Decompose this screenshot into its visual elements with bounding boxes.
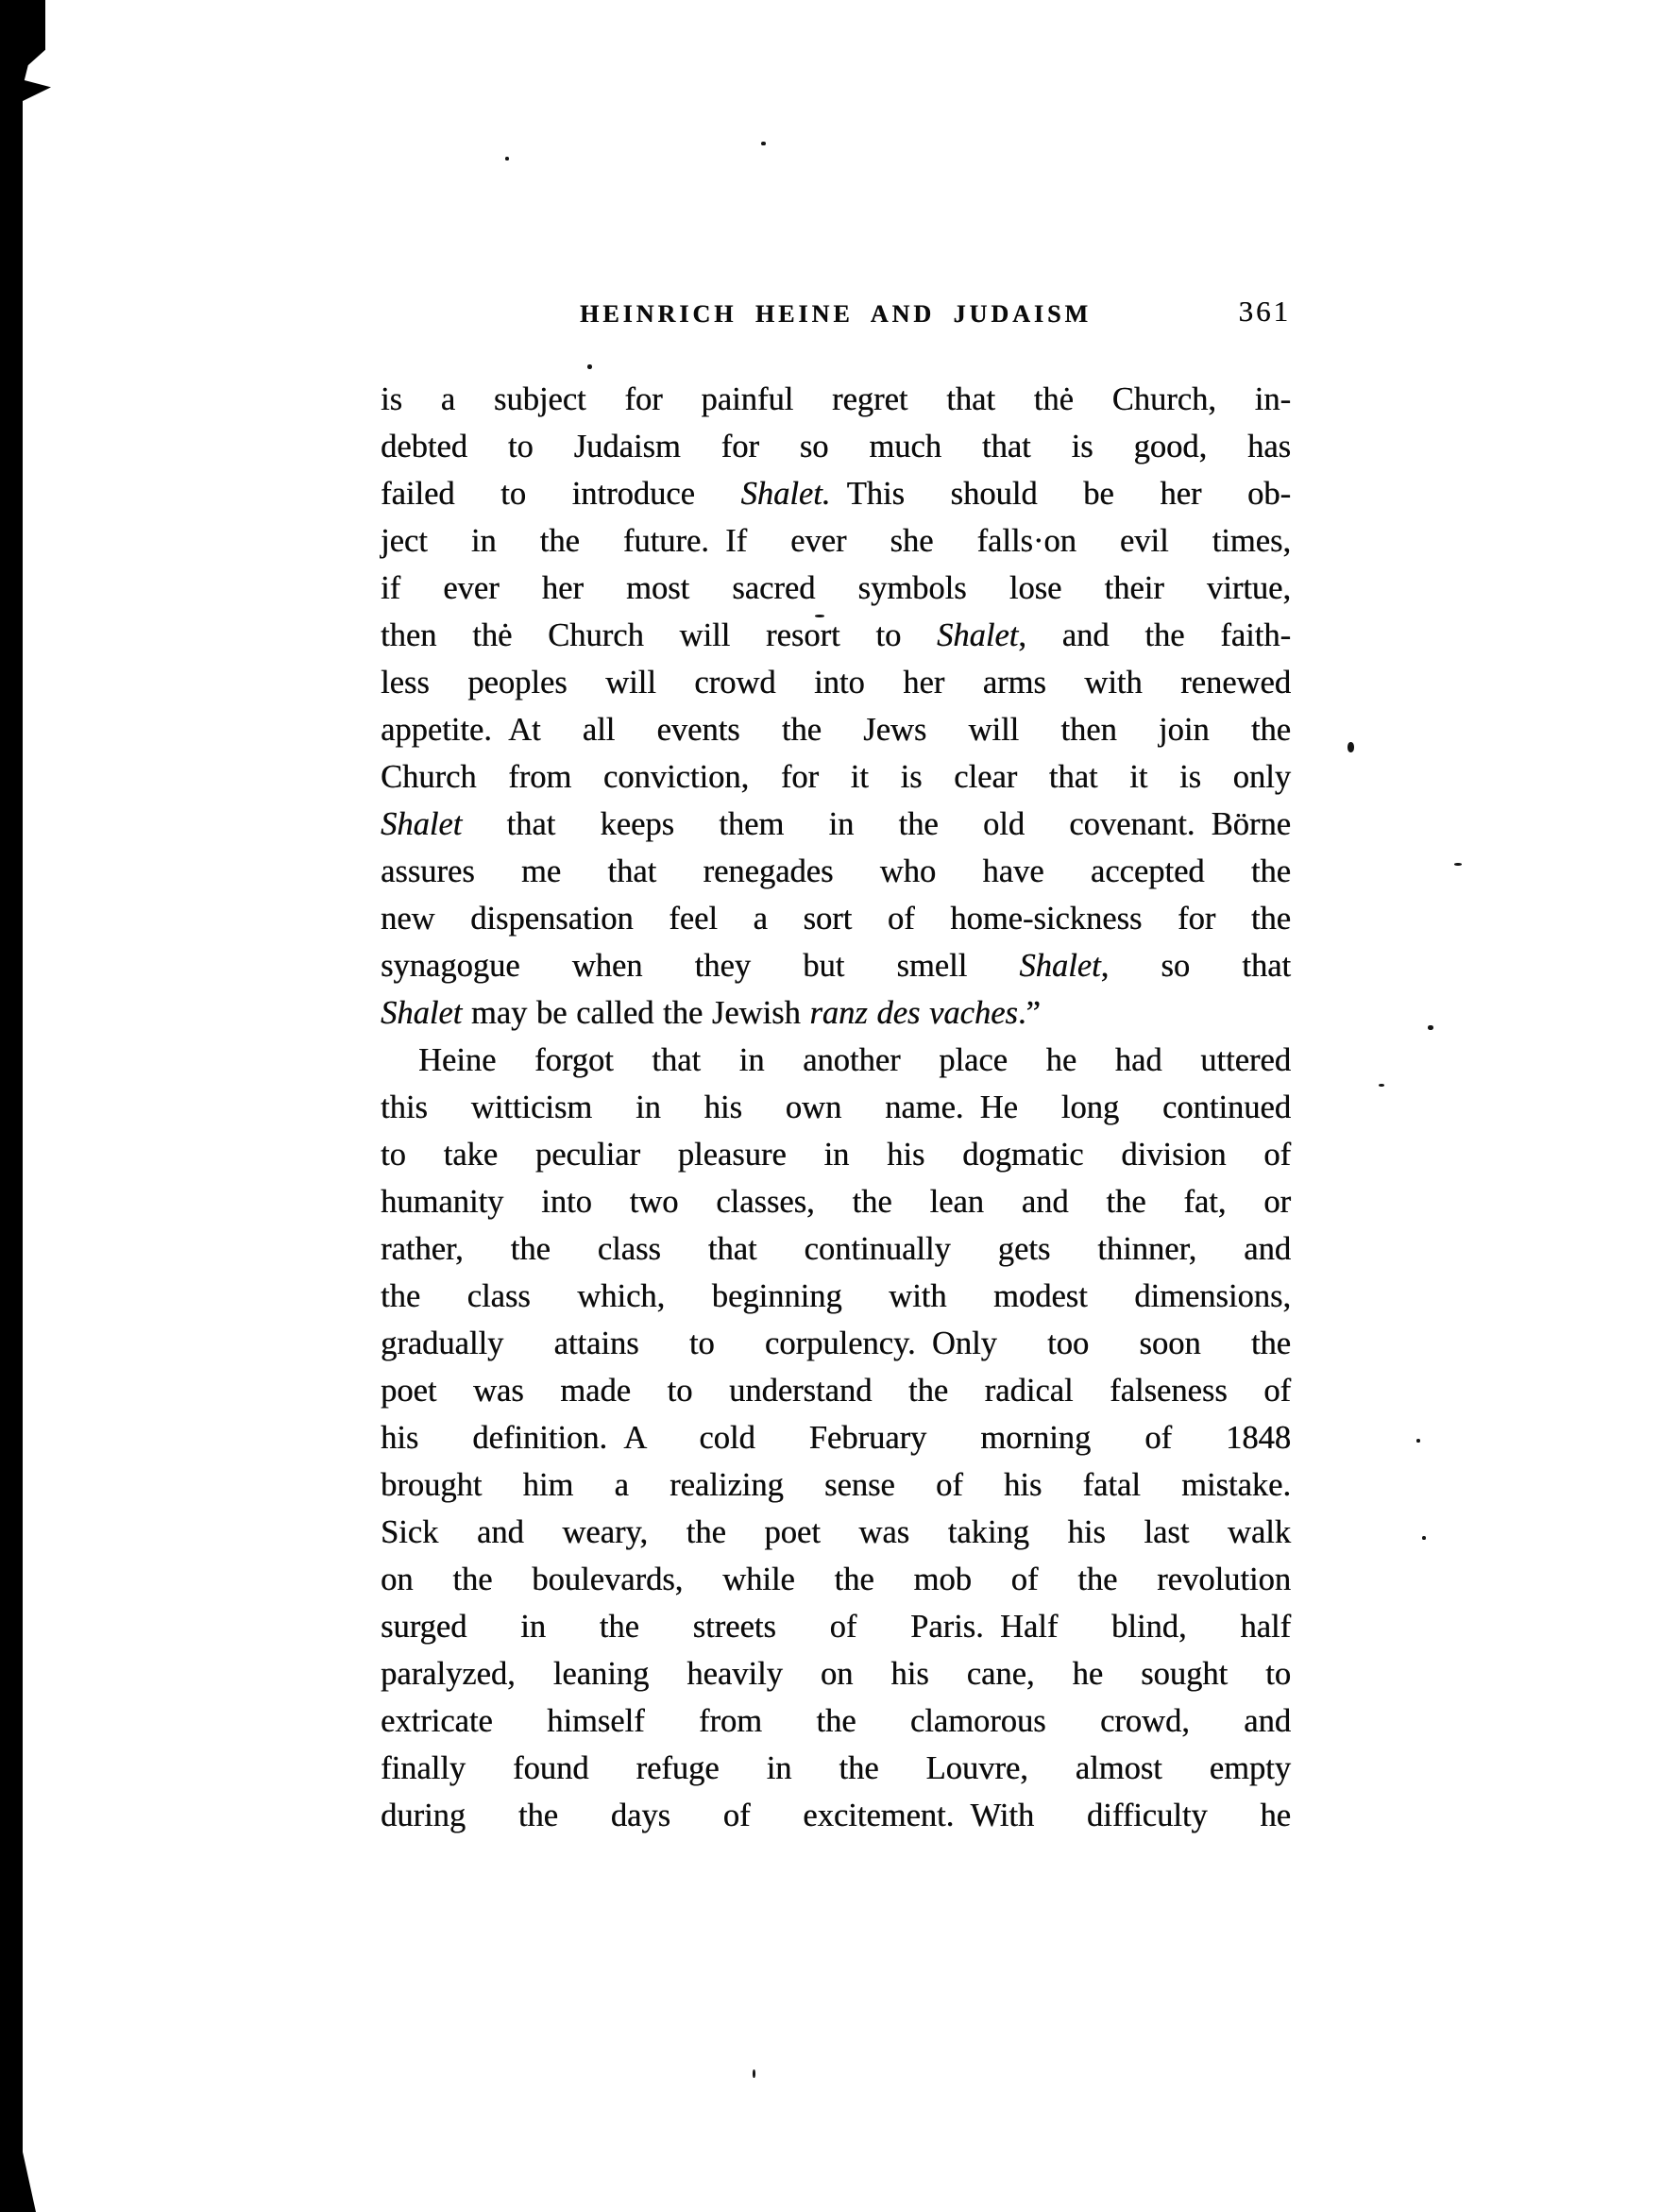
text-line <box>381 1509 1291 1556</box>
italic-text-segment: Shalet <box>1019 948 1101 984</box>
italic-text-segment: Shalet. <box>740 476 831 512</box>
text-line <box>381 376 1291 423</box>
text-line <box>381 1367 1291 1414</box>
text-segment: this witticism in his own name. He long continued <box>381 1089 1291 1125</box>
text-line <box>381 1178 1291 1225</box>
text-line <box>381 517 1291 565</box>
text-line <box>381 1414 1291 1461</box>
text-segment: to take peculiar pleasure in his dogmatic division of <box>381 1137 1291 1173</box>
text-line <box>381 470 1291 517</box>
scan-speck <box>753 2069 755 2078</box>
text-line <box>381 565 1291 612</box>
text-line <box>381 612 1291 659</box>
text-segment: on the boulevards, while the mob of the revolution <box>381 1562 1291 1597</box>
text-segment: This should be her ob- <box>830 476 1292 512</box>
scan-speck <box>1422 1536 1426 1540</box>
text-line <box>381 1273 1291 1320</box>
text-line <box>381 1603 1291 1650</box>
text-line <box>381 1131 1291 1178</box>
text-segment: failed to introduce <box>381 476 741 512</box>
text-line <box>381 1461 1291 1509</box>
text-line <box>381 1320 1291 1367</box>
text-segment: humanity into two classes, the lean and the fat, or <box>381 1184 1291 1220</box>
text-line <box>381 659 1291 706</box>
scan-speck <box>1428 1025 1433 1030</box>
running-head <box>381 295 1291 338</box>
italic-text-segment: Shalet <box>381 806 463 842</box>
text-segment: Heine forgot that in another place he had uttered <box>418 1042 1291 1078</box>
text-segment: is a subject for painful regret that thė Church, in- <box>381 381 1291 417</box>
text-segment: surged in the streets of Paris. Half blind, half <box>381 1609 1291 1645</box>
text-segment: appetite. At all events the Jews will then join the <box>381 712 1291 748</box>
scan-speck <box>587 364 592 369</box>
text-line <box>381 706 1291 753</box>
text-line <box>381 1084 1291 1131</box>
text-segment: his definition. A cold February morning of 1848 <box>381 1420 1291 1456</box>
text-segment: rather, the class that continually gets thinner, and <box>381 1231 1291 1267</box>
chapter-title: HEINRICH HEINE AND JUDAISM <box>580 300 1092 328</box>
text-segment: less peoples will crowd into her arms with renewed <box>381 665 1291 701</box>
text-segment: , and the faith- <box>1018 617 1291 653</box>
scan-edge-artifact-spike <box>21 79 51 102</box>
scan-speck <box>505 157 509 160</box>
text-segment: during the days of excitement. With difficulty he <box>381 1798 1291 1833</box>
scan-speck <box>1347 742 1354 752</box>
italic-text-segment: ranz des vaches <box>809 995 1018 1031</box>
text-segment: poet was made to understand the radical falseness of <box>381 1373 1291 1409</box>
text-line <box>381 1697 1291 1745</box>
text-segment: new dispensation feel a sort of home-sickness for the <box>381 901 1291 937</box>
text-segment: gradually attains to corpulency. Only too soon the <box>381 1326 1291 1361</box>
text-segment: may be called the Jewish <box>462 995 810 1031</box>
text-segment: Sick and weary, the poet was taking his last walk <box>381 1514 1291 1550</box>
text-line <box>381 1792 1291 1839</box>
text-line <box>381 801 1291 848</box>
text-segment: ject in the future. If ever she falls·on evil times, <box>381 523 1291 559</box>
scan-edge-artifact-top <box>0 0 45 91</box>
text-segment: the class which, beginning with modest dimensions, <box>381 1278 1291 1314</box>
text-segment: , so that <box>1100 948 1291 984</box>
text-line <box>381 1745 1291 1792</box>
text-segment: if ever her most sacred symbols lose their virtue, <box>381 570 1291 606</box>
italic-text-segment: Shalet <box>381 995 463 1031</box>
page-number: 361 <box>1238 295 1291 328</box>
text-line <box>381 848 1291 895</box>
text-line <box>381 1556 1291 1603</box>
text-segment: extricate himself from the clamorous crowd, and <box>381 1703 1291 1739</box>
text-line <box>381 1037 1291 1084</box>
scan-speck <box>1416 1439 1420 1443</box>
text-segment: debted to Judaism for so much that is good, has <box>381 429 1291 464</box>
text-segment: paralyzed, leaning heavily on his cane, he sought to <box>381 1656 1291 1692</box>
text-line <box>381 942 1291 989</box>
scan-edge-artifact-left <box>0 0 23 2212</box>
text-segment: .” <box>1017 995 1041 1031</box>
scan-speck <box>815 615 824 617</box>
text-segment: finally found refuge in the Louvre, almost empty <box>381 1750 1291 1786</box>
text-segment: brought him a realizing sense of his fatal mistake. <box>381 1467 1291 1503</box>
text-line <box>381 423 1291 470</box>
text-line <box>381 1225 1291 1273</box>
italic-text-segment: Shalet <box>937 617 1019 653</box>
body-text <box>381 376 1291 1839</box>
text-segment: that keeps them in the old covenant. Börne <box>462 806 1291 842</box>
text-segment: Church from conviction, for it is clear that it is only <box>381 759 1291 795</box>
text-line <box>381 753 1291 801</box>
text-segment: assures me that renegades who have accepted the <box>381 853 1291 889</box>
scan-speck <box>761 142 766 145</box>
text-segment: synagogue when they but smell <box>381 948 1020 984</box>
scan-speck <box>1454 863 1462 866</box>
text-segment: then thė Church will resort to <box>381 617 938 653</box>
text-line <box>381 1650 1291 1697</box>
scan-edge-artifact-bottom <box>0 2122 36 2212</box>
text-line <box>381 989 1291 1037</box>
scan-speck <box>1379 1084 1384 1087</box>
text-line <box>381 895 1291 942</box>
